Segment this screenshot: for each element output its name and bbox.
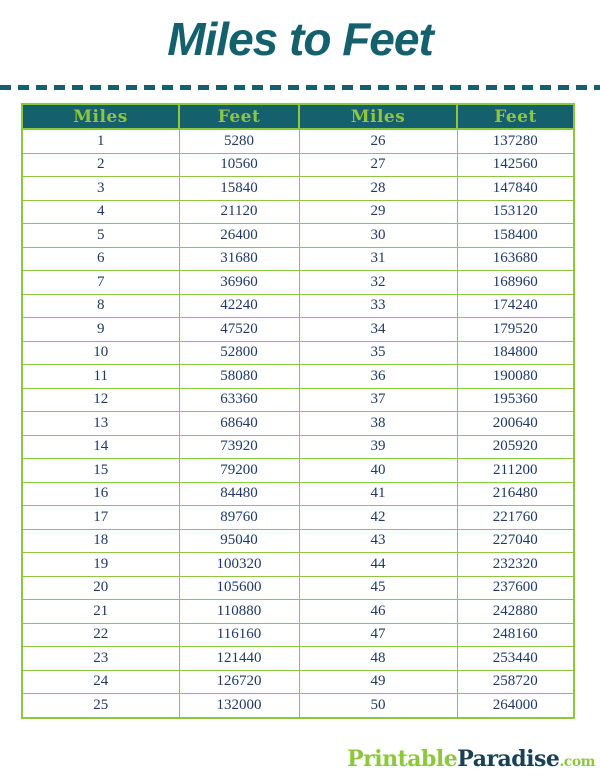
feet-cell: 95040 [179, 529, 299, 553]
feet-cell: 211200 [457, 459, 574, 483]
miles-cell: 44 [299, 553, 457, 577]
feet-cell: 26400 [179, 224, 299, 248]
miles-cell: 6 [22, 247, 179, 271]
miles-cell: 18 [22, 529, 179, 553]
miles-cell: 37 [299, 388, 457, 412]
dashed-divider [0, 85, 600, 90]
brand-primary-text: Printable [347, 746, 458, 772]
feet-cell: 73920 [179, 435, 299, 459]
feet-cell: 15840 [179, 177, 299, 201]
miles-cell: 12 [22, 388, 179, 412]
table-row [22, 412, 574, 436]
table-header [22, 104, 574, 129]
table-row [22, 506, 574, 530]
miles-cell: 49 [299, 670, 457, 694]
table-header-row [22, 104, 574, 129]
table-row [22, 177, 574, 201]
feet-cell: 10560 [179, 153, 299, 177]
feet-cell: 253440 [457, 647, 574, 671]
miles-cell: 1 [22, 129, 179, 153]
feet-cell: 79200 [179, 459, 299, 483]
miles-cell: 10 [22, 341, 179, 365]
table-row [22, 623, 574, 647]
feet-cell: 153120 [457, 200, 574, 224]
table-row [22, 271, 574, 295]
feet-cell: 227040 [457, 529, 574, 553]
table-row [22, 247, 574, 271]
miles-cell: 20 [22, 576, 179, 600]
feet-cell: 195360 [457, 388, 574, 412]
miles-cell: 25 [22, 694, 179, 718]
feet-cell: 242880 [457, 600, 574, 624]
feet-cell: 184800 [457, 341, 574, 365]
feet-cell: 132000 [179, 694, 299, 718]
miles-cell: 27 [299, 153, 457, 177]
feet-cell: 121440 [179, 647, 299, 671]
table-row [22, 553, 574, 577]
feet-cell: 47520 [179, 318, 299, 342]
table-row [22, 294, 574, 318]
feet-cell: 264000 [457, 694, 574, 718]
brand-suffix-text: .com [559, 754, 595, 770]
miles-cell: 11 [22, 365, 179, 389]
miles-cell: 19 [22, 553, 179, 577]
feet-cell: 89760 [179, 506, 299, 530]
header-miles-2: Miles [299, 104, 457, 129]
header-feet-1: Feet [179, 104, 299, 129]
feet-cell: 63360 [179, 388, 299, 412]
table-row [22, 153, 574, 177]
miles-cell: 45 [299, 576, 457, 600]
feet-cell: 147840 [457, 177, 574, 201]
feet-cell: 190080 [457, 365, 574, 389]
brand-secondary-text: Paradise [457, 746, 560, 772]
feet-cell: 205920 [457, 435, 574, 459]
feet-cell: 52800 [179, 341, 299, 365]
miles-cell: 21 [22, 600, 179, 624]
miles-cell: 50 [299, 694, 457, 718]
feet-cell: 5280 [179, 129, 299, 153]
table-row [22, 647, 574, 671]
miles-cell: 31 [299, 247, 457, 271]
miles-cell: 32 [299, 271, 457, 295]
miles-cell: 15 [22, 459, 179, 483]
miles-cell: 48 [299, 647, 457, 671]
miles-cell: 3 [22, 177, 179, 201]
miles-to-feet-table [21, 103, 575, 719]
miles-cell: 16 [22, 482, 179, 506]
table-row [22, 482, 574, 506]
feet-cell: 110880 [179, 600, 299, 624]
feet-cell: 126720 [179, 670, 299, 694]
miles-cell: 26 [299, 129, 457, 153]
miles-cell: 13 [22, 412, 179, 436]
table-row [22, 341, 574, 365]
feet-cell: 232320 [457, 553, 574, 577]
feet-cell: 58080 [179, 365, 299, 389]
feet-cell: 237600 [457, 576, 574, 600]
feet-cell: 36960 [179, 271, 299, 295]
miles-cell: 28 [299, 177, 457, 201]
miles-cell: 5 [22, 224, 179, 248]
feet-cell: 216480 [457, 482, 574, 506]
feet-cell: 68640 [179, 412, 299, 436]
feet-cell: 163680 [457, 247, 574, 271]
table-row [22, 435, 574, 459]
table-row [22, 200, 574, 224]
feet-cell: 21120 [179, 200, 299, 224]
table-row [22, 224, 574, 248]
table-row [22, 318, 574, 342]
miles-cell: 17 [22, 506, 179, 530]
miles-cell: 23 [22, 647, 179, 671]
miles-cell: 33 [299, 294, 457, 318]
table-row [22, 529, 574, 553]
miles-cell: 30 [299, 224, 457, 248]
miles-cell: 7 [22, 271, 179, 295]
feet-cell: 258720 [457, 670, 574, 694]
miles-cell: 4 [22, 200, 179, 224]
miles-cell: 24 [22, 670, 179, 694]
miles-cell: 35 [299, 341, 457, 365]
page-title: Miles to Feet [167, 13, 433, 65]
brand-logo [347, 746, 595, 772]
miles-cell: 34 [299, 318, 457, 342]
feet-cell: 174240 [457, 294, 574, 318]
miles-cell: 42 [299, 506, 457, 530]
feet-cell: 158400 [457, 224, 574, 248]
miles-cell: 22 [22, 623, 179, 647]
table-body [22, 129, 574, 718]
miles-cell: 43 [299, 529, 457, 553]
miles-cell: 29 [299, 200, 457, 224]
miles-cell: 2 [22, 153, 179, 177]
table-row [22, 388, 574, 412]
miles-cell: 39 [299, 435, 457, 459]
feet-cell: 31680 [179, 247, 299, 271]
miles-cell: 46 [299, 600, 457, 624]
miles-cell: 40 [299, 459, 457, 483]
table-row [22, 576, 574, 600]
feet-cell: 84480 [179, 482, 299, 506]
header-miles-1: Miles [22, 104, 179, 129]
table-row [22, 459, 574, 483]
feet-cell: 248160 [457, 623, 574, 647]
table-row [22, 694, 574, 718]
feet-cell: 137280 [457, 129, 574, 153]
feet-cell: 142560 [457, 153, 574, 177]
miles-cell: 9 [22, 318, 179, 342]
feet-cell: 200640 [457, 412, 574, 436]
feet-cell: 100320 [179, 553, 299, 577]
miles-cell: 38 [299, 412, 457, 436]
miles-cell: 47 [299, 623, 457, 647]
feet-cell: 179520 [457, 318, 574, 342]
feet-cell: 168960 [457, 271, 574, 295]
feet-cell: 42240 [179, 294, 299, 318]
miles-cell: 14 [22, 435, 179, 459]
feet-cell: 221760 [457, 506, 574, 530]
miles-cell: 41 [299, 482, 457, 506]
table-row [22, 365, 574, 389]
feet-cell: 116160 [179, 623, 299, 647]
miles-cell: 36 [299, 365, 457, 389]
table-row [22, 600, 574, 624]
header-feet-2: Feet [457, 104, 574, 129]
feet-cell: 105600 [179, 576, 299, 600]
table-row [22, 129, 574, 153]
table-row [22, 670, 574, 694]
miles-cell: 8 [22, 294, 179, 318]
